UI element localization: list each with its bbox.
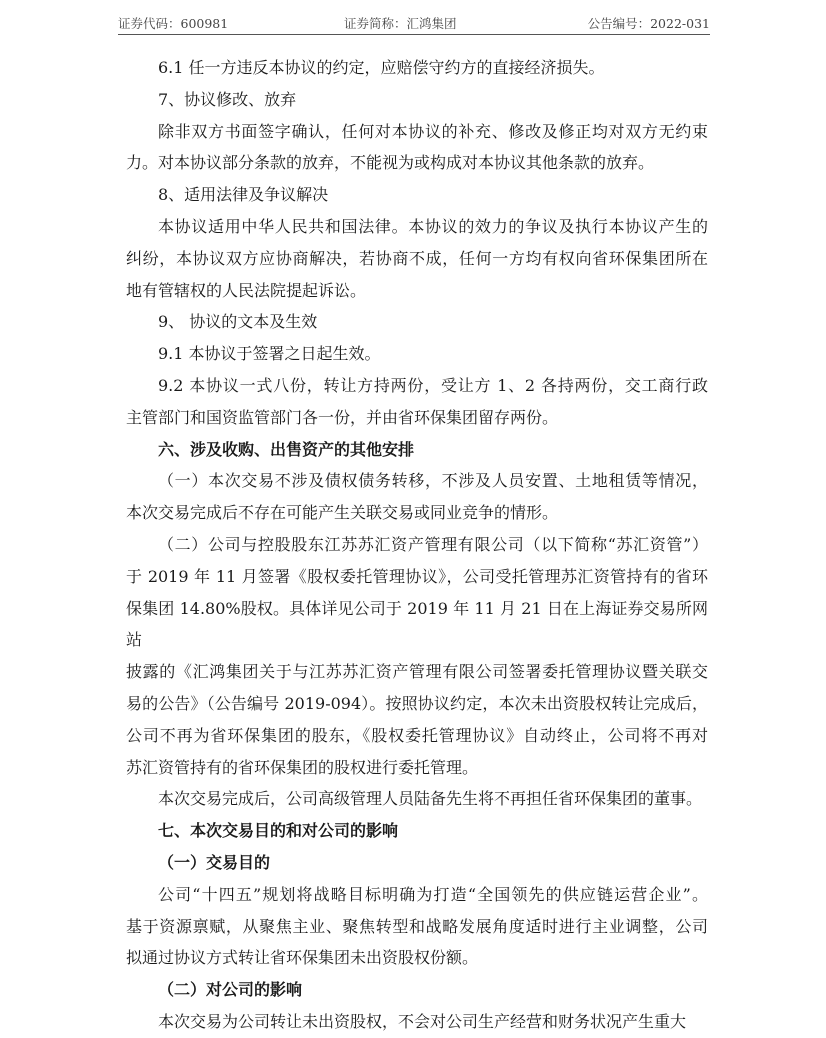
text-line: 七、本次交易目的和对公司的影响 [158,821,399,841]
paragraph [126,211,708,306]
text-line: 披露的《汇鸿集团关于与江苏苏汇资产管理有限公司签署委托管理协议暨关联交 [126,662,708,682]
text-line: 9.1 本协议于签署之日起生效。 [158,344,381,364]
stock-code: 证券代码：600981 [118,16,229,31]
announcement-number: 公告编号：2022-031 [587,16,710,31]
text-line: 除非双方书面签字确认，任何对本协议的补充、修改及修正均对双方无约束 [158,121,708,141]
text-line: 纠纷，本协议双方应协商解决，若协商不成，任何一方均有权向省环保集团所在 [126,248,708,268]
paragraph [126,306,708,338]
text-line: 苏汇资管持有的省环保集团的股权进行委托管理。 [126,757,479,777]
stock-name: 证券简称：汇鸿集团 [344,16,457,31]
text-line: （二）公司与控股股东江苏苏汇资产管理有限公司（以下简称“苏汇资管”） [158,534,708,554]
text-line: 拟通过协议方式转让省环保集团未出资股权份额。 [126,948,479,968]
paragraph [126,370,708,434]
text-line: 公司不再为省环保集团的股东，《股权委托管理协议》自动终止，公司将不再对 [126,725,708,745]
text-line: 9、 协议的文本及生效 [158,312,318,332]
section-heading [126,815,708,847]
text-line: 主管部门和国资监管部门各一份，并由省环保集团留存两份。 [126,407,559,427]
paragraph [126,179,708,211]
section-heading [126,974,708,1006]
text-line: 9.2 本协议一式八份，转让方持两份，受让方 1、2 各持两份，交工商行政 [158,375,708,395]
paragraph [126,465,708,529]
paragraph [126,116,708,180]
document-body [126,52,708,1038]
section-heading [126,434,708,466]
text-line: 本协议适用中华人民共和国法律。本协议的效力的争议及执行本协议产生的 [158,216,708,236]
text-line: 公司“十四五”规划将战略目标明确为打造“全国领先的供应链运营企业”。 [158,884,708,904]
text-line: 六、涉及收购、出售资产的其他安排 [158,439,415,459]
text-line: 本次交易为公司转让未出资股权，不会对公司生产经营和财务状况产生重大 [158,1011,687,1031]
section-heading [126,847,708,879]
text-line: （二）对公司的影响 [158,980,303,1000]
paragraph [126,783,708,815]
text-line: （一）交易目的 [158,852,271,872]
paragraph [126,52,708,84]
text-line: 力。对本协议部分条款的放弃，不能视为或构成对本协议其他条款的放弃。 [126,153,655,173]
text-line: 8、适用法律及争议解决 [158,185,329,205]
paragraph [126,338,708,370]
paragraph [126,879,708,974]
text-line: 保集团 14.80%股权。具体详见公司于 2019 年 11 月 21 日在上海证券交易所网站 [126,598,708,650]
text-line: 基于资源禀赋，从聚焦主业、聚焦转型和战略发展角度适时进行主业调整，公司 [126,916,708,936]
paragraph [126,1006,708,1038]
text-line: 地有管辖权的人民法院提起诉讼。 [126,280,367,300]
text-line: 于 2019 年 11 月签署《股权委托管理协议》，公司受托管理苏汇资管持有的省环 [126,566,708,586]
page-header [118,10,710,35]
text-line: 6.1 任一方违反本协议的约定，应赔偿守约方的直接经济损失。 [158,58,605,77]
text-line: 7、协议修改、放弃 [158,89,297,109]
paragraph [126,529,708,783]
text-line: 本次交易完成后，公司高级管理人员陆备先生将不再担任省环保集团的董事。 [158,789,703,809]
paragraph [126,84,708,116]
text-line: 本次交易完成后不存在可能产生关联交易或同业竞争的情形。 [126,503,559,523]
text-line: （一）本次交易不涉及债权债务转移，不涉及人员安置、土地租赁等情况， [158,471,708,491]
text-line: 易的公告》（公告编号 2019-094）。按照协议约定，本次未出资股权转让完成后， [126,693,708,713]
